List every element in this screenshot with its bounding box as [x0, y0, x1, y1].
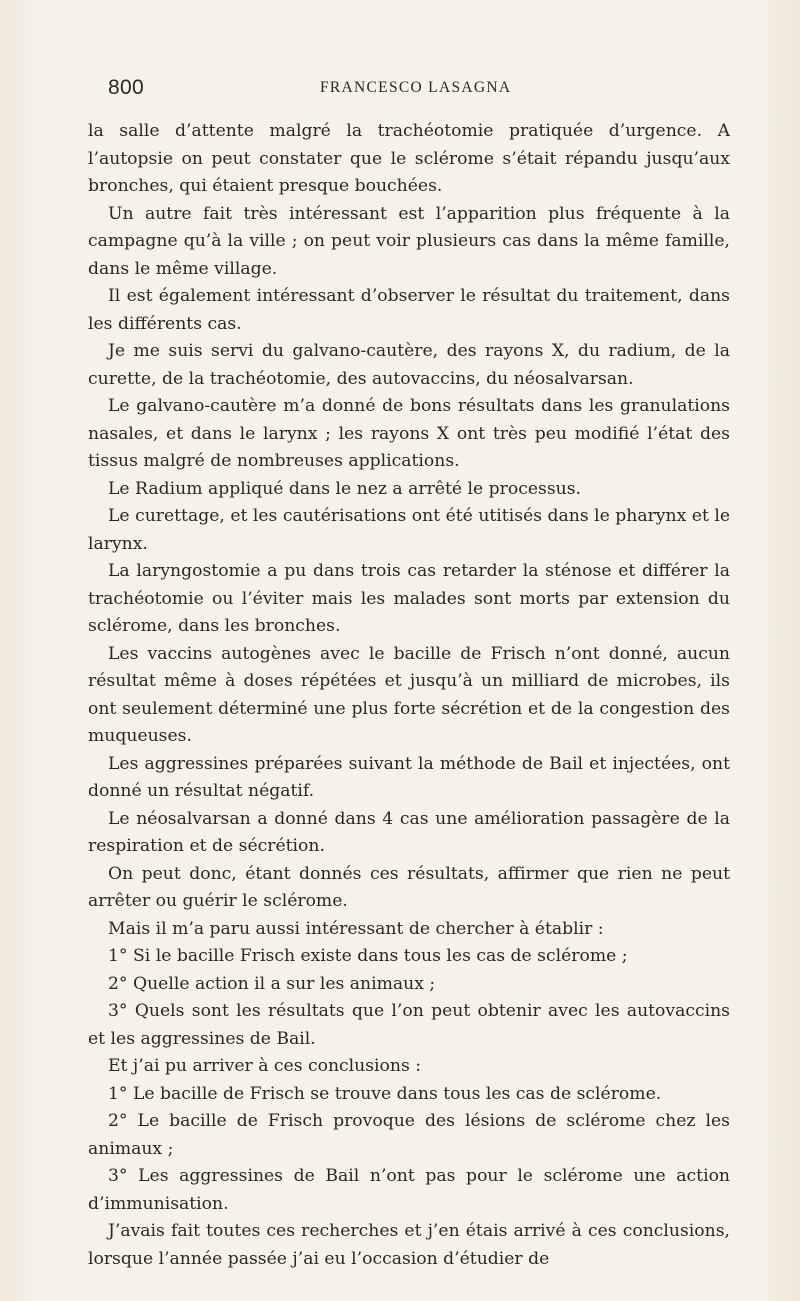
paragraph: Et j’ai pu arriver à ces conclusions :	[108, 1056, 422, 1076]
paragraph: Les vaccins autogènes avec le bacille de Frisch n’ont donné, aucun résultat même à doses répétées et jusqu’à un milliard de microbes, ils ont seulement déterminé une plus forte sécrétion et de la congestion des muqueuses.	[88, 643, 730, 746]
paragraph: Mais il m’a paru aussi intéressant de chercher à établir :	[108, 918, 604, 939]
page-number: 800	[108, 76, 144, 99]
body-text	[88, 118, 730, 1273]
list-item: 3° Quels sont les résultats que l’on peut obtenir avec les autovaccins et les aggressines de Bail.	[88, 1001, 730, 1049]
running-title: FRANCESCO LASAGNA	[320, 79, 512, 96]
list-item: 1° Si le bacille Frisch existe dans tous les cas de sclérome ;	[108, 946, 628, 966]
paragraph: Le curettage, et les cautérisations ont été utitisés dans le pharynx et le larynx.	[88, 506, 730, 554]
paragraph: J’avais fait toutes ces recherches et j’en étais arrivé à ces conclusions, lorsque l’année passée j’ai eu l’occasion d’étudier de	[88, 1221, 730, 1269]
paragraph: Le néosalvarsan a donné dans 4 cas une amélioration passagère de la respiration et de sécrétion.	[88, 808, 730, 856]
paragraph: Le Radium appliqué dans le nez a arrêté le processus.	[108, 478, 582, 499]
paragraph: Les aggressines préparées suivant la méthode de Bail et injectées, ont donné un résultat négatif.	[88, 753, 730, 801]
list-item: 2° Quelle action il a sur les animaux ;	[108, 973, 436, 994]
list-item: 3° Les aggressines de Bail n’ont pas pour le sclérome une action d’immunisation.	[88, 1166, 730, 1214]
list-item: 1° Le bacille de Frisch se trouve dans tous les cas de sclérome.	[108, 1083, 662, 1104]
page-header	[108, 76, 730, 102]
paragraph: Je me suis servi du galvano-cautère, des rayons X, du radium, de la curette, de la trachéotomie, des autovaccins, du néosalvarsan.	[88, 341, 730, 389]
paragraph: Le galvano-cautère m’a donné de bons résultats dans les granulations nasales, et dans le larynx ; les rayons X ont très peu modifié l’état des tissus malgré de nombreuses applications.	[88, 396, 730, 471]
paragraph: La laryngostomie a pu dans trois cas retarder la sténose et différer la trachéotomie ou l’éviter mais les malades sont morts par extension du sclérome, dans les bronches.	[88, 561, 730, 636]
paragraph: Il est également intéressant d’observer le résultat du traitement, dans les différents cas.	[88, 286, 730, 334]
list-item: 2° Le bacille de Frisch provoque des lésions de sclérome chez les animaux ;	[88, 1111, 730, 1159]
paragraph: On peut donc, étant donnés ces résultats, affirmer que rien ne peut arrêter ou guérir le sclérome.	[88, 863, 730, 911]
paragraph: la salle d’attente malgré la trachéotomie pratiquée d’urgence. A l’autopsie on peut constater que le sclérome s’était répandu jusqu’aux bronches, qui étaient presque bouchées.	[88, 121, 730, 196]
paragraph: Un autre fait très intéressant est l’apparition plus fréquente à la campagne qu’à la ville ; on peut voir plusieurs cas dans la même famille, dans le même village.	[88, 203, 730, 279]
